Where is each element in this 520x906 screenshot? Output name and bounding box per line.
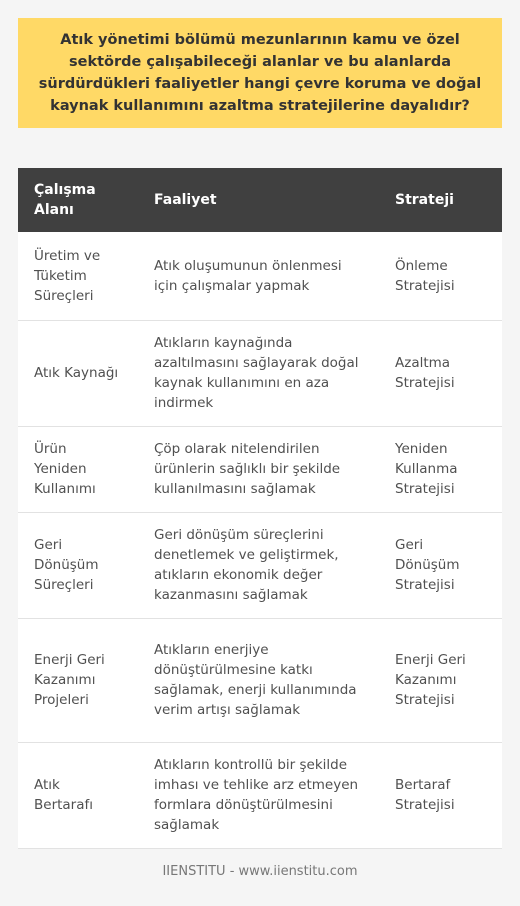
cell-activity: Atıkların enerjiye dönüştürülmesine katkı sağlamak, enerji kullanımında verim artışı sağlamak bbox=[138, 618, 379, 742]
cell-area: Atık Bertarafı bbox=[18, 742, 138, 848]
question-box bbox=[18, 18, 502, 128]
cell-activity: Geri dönüşüm süreçlerini denetlemek ve geliştirmek, atıkların ekonomik değer kazanmasını sağlamak bbox=[138, 512, 379, 618]
table-header-row bbox=[18, 168, 502, 232]
cell-strategy: Önleme Stratejisi bbox=[379, 232, 502, 320]
table-row bbox=[18, 512, 502, 618]
cell-activity: Atıkların kaynağında azaltılmasını sağlayarak doğal kaynak kullanımını en aza indirmek bbox=[138, 320, 379, 426]
cell-area: Enerji Geri Kazanımı Projeleri bbox=[18, 618, 138, 742]
cell-area: Geri Dönüşüm Süreçleri bbox=[18, 512, 138, 618]
cell-strategy: Bertaraf Stratejisi bbox=[379, 742, 502, 848]
cell-activity: Atık oluşumunun önlenmesi için çalışmalar yapmak bbox=[138, 232, 379, 320]
cell-activity: Atıkların kontrollü bir şekilde imhası ve tehlike arz etmeyen formlara dönüştürülmesini sağlamak bbox=[138, 742, 379, 848]
table-row bbox=[18, 320, 502, 426]
table-row bbox=[18, 426, 502, 512]
cell-strategy: Geri Dönüşüm Stratejisi bbox=[379, 512, 502, 618]
table-row bbox=[18, 742, 502, 848]
header-strategy: Strateji bbox=[379, 168, 502, 232]
cell-strategy: Yeniden Kullanma Stratejisi bbox=[379, 426, 502, 512]
question-title: Atık yönetimi bölümü mezunlarının kamu ve özel sektörde çalışabileceği alanlar ve bu alanlarda sürdürdükleri faaliyetler hangi çevre koruma ve doğal kaynak kullanımını azaltma stratejilerine dayalıdır? bbox=[38, 32, 482, 114]
strategy-table bbox=[18, 168, 502, 849]
cell-area: Üretim ve Tüketim Süreçleri bbox=[18, 232, 138, 320]
table-row bbox=[18, 618, 502, 742]
cell-area: Atık Kaynağı bbox=[18, 320, 138, 426]
cell-strategy: Azaltma Stratejisi bbox=[379, 320, 502, 426]
cell-activity: Çöp olarak nitelendirilen ürünlerin sağlıklı bir şekilde kullanılmasını sağlamak bbox=[138, 426, 379, 512]
table-row bbox=[18, 232, 502, 320]
cell-strategy: Enerji Geri Kazanımı Stratejisi bbox=[379, 618, 502, 742]
header-activity: Faaliyet bbox=[138, 168, 379, 232]
header-area: Çalışma Alanı bbox=[18, 168, 138, 232]
cell-area: Ürün Yeniden Kullanımı bbox=[18, 426, 138, 512]
footer-credit: IIENSTITU - www.iienstitu.com bbox=[162, 864, 358, 879]
